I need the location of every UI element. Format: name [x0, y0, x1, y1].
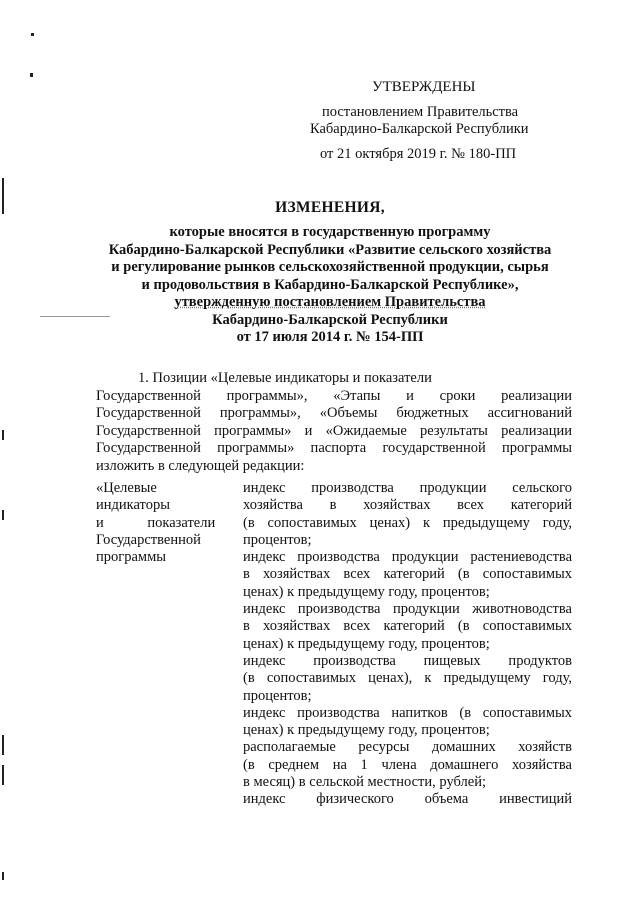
approval-title: УТВЕРЖДЕНЫ: [372, 79, 476, 95]
approval-line: постановлением Правительства: [322, 104, 519, 120]
subtitle-line: и продовольствия в Кабардино-Балкарской Республике»,: [141, 276, 519, 293]
subtitle-line: Кабардино-Балкарской Республики «Развитие сельского хозяйства: [108, 241, 552, 258]
indicator-line: индекс производства напитков (в сопоставимых: [243, 704, 572, 721]
indicator-item: [243, 601, 572, 653]
paragraph-line: Государственной программы» паспорта государственной программы: [96, 440, 572, 457]
subtitle-line: и регулирование рынков сельскохозяйственной продукции, сырья: [111, 259, 549, 275]
scan-mark: [30, 73, 33, 77]
indicator-item: [243, 705, 572, 740]
indicator-line: хозяйства в хозяйствах всех категорий: [243, 497, 572, 514]
indicator-item: [243, 653, 572, 705]
paragraph-line: Государственной программы», «Этапы и сроки реализации: [96, 387, 572, 404]
indicator-item: [243, 549, 572, 601]
indicator-line: в хозяйствах всех категорий (в сопоставимых: [243, 566, 572, 583]
subtitle-line: от 17 июля 2014 г. № 154-ПП: [236, 329, 424, 345]
approval-line: от 21 октября 2019 г. № 180-ПП: [320, 146, 517, 162]
indicator-line: индекс производства продукции сельского: [243, 480, 572, 496]
table-value-cell: [243, 480, 572, 809]
label-line: программы: [96, 549, 166, 566]
paragraph-line: Государственной программы», «Объемы бюджетных ассигнований: [96, 405, 572, 422]
scan-mark: [2, 430, 4, 440]
indicator-line: индекс производства продукции растениеводства: [243, 549, 572, 566]
indicator-line: (в сопоставимых ценах) к предыдущему году,: [243, 514, 572, 531]
indicator-line: ценах) к предыдущему году, процентов;: [243, 722, 490, 739]
subtitle-line: которые вносятся в государственную программу: [169, 224, 491, 240]
label-line: и показатели: [96, 514, 216, 531]
indicator-line: процентов;: [243, 531, 312, 548]
approval-line: Кабардино-Балкарской Республики: [310, 121, 529, 137]
table-label-cell: [96, 480, 214, 566]
document-subtitle: [80, 224, 580, 347]
scan-mark: [2, 178, 4, 214]
indicator-item: [243, 739, 572, 791]
indicator-line: располагаемые ресурсы домашних хозяйств: [243, 739, 572, 756]
subtitle-line: Кабардино-Балкарской Республики: [212, 311, 448, 328]
paragraph-line: Государственной программы» и «Ожидаемые результаты реализации: [96, 422, 572, 439]
indicator-line: в месяц) в сельской местности, рублей;: [243, 774, 487, 791]
indicator-line: индекс производства продукции животноводства: [243, 601, 572, 618]
paragraph-line: 1. Позиции «Целевые индикаторы и показатели: [138, 370, 432, 386]
indicator-item: [243, 791, 572, 808]
subtitle-line: утвержденную постановлением Правительства: [174, 294, 486, 310]
scan-mark: [31, 33, 34, 36]
indicator-item: [243, 480, 572, 549]
indicator-line: индекс физического объема инвестиций: [243, 791, 572, 808]
scan-mark: [2, 765, 4, 785]
indicator-line: (в сопоставимых ценах), к предыдущему году,: [243, 670, 572, 687]
paragraph-line: изложить в следующей редакции:: [96, 457, 305, 474]
indicator-line: (в среднем на 1 члена домашнего хозяйства: [243, 756, 572, 773]
label-line: «Целевые: [96, 480, 157, 496]
indicator-line: индекс производства пищевых продуктов: [243, 652, 572, 669]
label-line: индикаторы: [96, 497, 170, 514]
indicator-line: ценах) к предыдущему году, процентов;: [243, 583, 490, 600]
scan-mark: [2, 510, 4, 520]
indicator-line: в хозяйствах всех категорий (в сопоставимых: [243, 618, 572, 635]
indicator-line: ценах) к предыдущему году, процентов;: [243, 635, 490, 652]
scan-mark: [2, 872, 4, 880]
indicator-line: процентов;: [243, 687, 312, 704]
label-line: Государственной: [96, 531, 201, 548]
scan-mark: [2, 735, 4, 755]
document-title: ИЗМЕНЕНИЯ,: [275, 199, 385, 216]
paragraph-1: [96, 370, 572, 476]
